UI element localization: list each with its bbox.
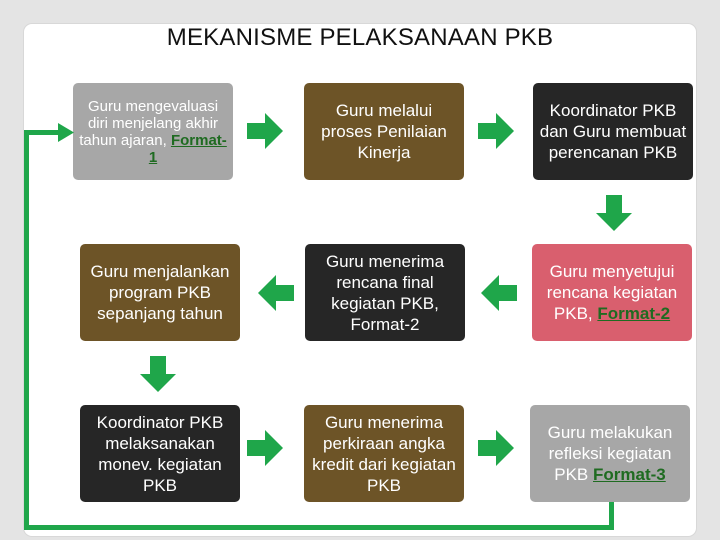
arrow-right-icon xyxy=(247,113,283,149)
step-5-text: Guru menerima rencana final kegiatan PKB, Format-2 xyxy=(325,251,445,334)
arrow-right-icon xyxy=(247,430,283,466)
step-4-box xyxy=(532,244,692,341)
arrow-left-icon xyxy=(481,275,517,311)
step-3-text: Koordinator PKB dan Guru membuat perencanan PKB xyxy=(539,101,687,162)
loop-line-segment xyxy=(24,130,29,530)
arrow-down-icon xyxy=(140,356,176,392)
step-2-text: Guru melalui proses Penilaian Kinerja xyxy=(321,101,447,162)
step-8-text: Guru menerima perkiraan angka kredit dari kegiatan PKB xyxy=(312,412,456,495)
loop-line-segment xyxy=(24,525,614,530)
step-5-box xyxy=(305,244,465,341)
arrow-down-icon xyxy=(596,195,632,231)
step-6-text: Guru menjalankan program PKB sepanjang tahun xyxy=(90,262,230,323)
step-1-text: Guru mengevaluasi diri menjelang akhir tahun ajaran, xyxy=(79,97,219,149)
page-title: MEKANISME PELAKSANAAN PKB xyxy=(166,24,554,51)
arrow-right-icon xyxy=(478,113,514,149)
loop-line-segment xyxy=(24,130,62,135)
step-4-text: Guru menyetujui rencana kegiatan PKB, xyxy=(546,262,678,323)
step-9-text: Guru melakukan refleksi kegiatan PKB xyxy=(547,423,673,484)
arrow-left-icon xyxy=(258,275,294,311)
step-6-box xyxy=(80,244,240,341)
format-3-link[interactable]: Format-3 xyxy=(593,465,666,484)
step-2-box xyxy=(304,83,464,180)
step-7-text: Koordinator PKB melaksanakan monev. kegiatan PKB xyxy=(96,412,224,495)
step-1-box xyxy=(73,83,233,180)
step-7-box xyxy=(80,405,240,502)
loop-arrowhead-icon xyxy=(58,123,74,142)
step-3-box xyxy=(533,83,693,180)
step-9-box xyxy=(530,405,690,502)
arrow-right-icon xyxy=(478,430,514,466)
step-8-box xyxy=(304,405,464,502)
format-1-link[interactable]: Format-1 xyxy=(148,131,227,166)
format-2-link[interactable]: Format-2 xyxy=(597,304,671,323)
